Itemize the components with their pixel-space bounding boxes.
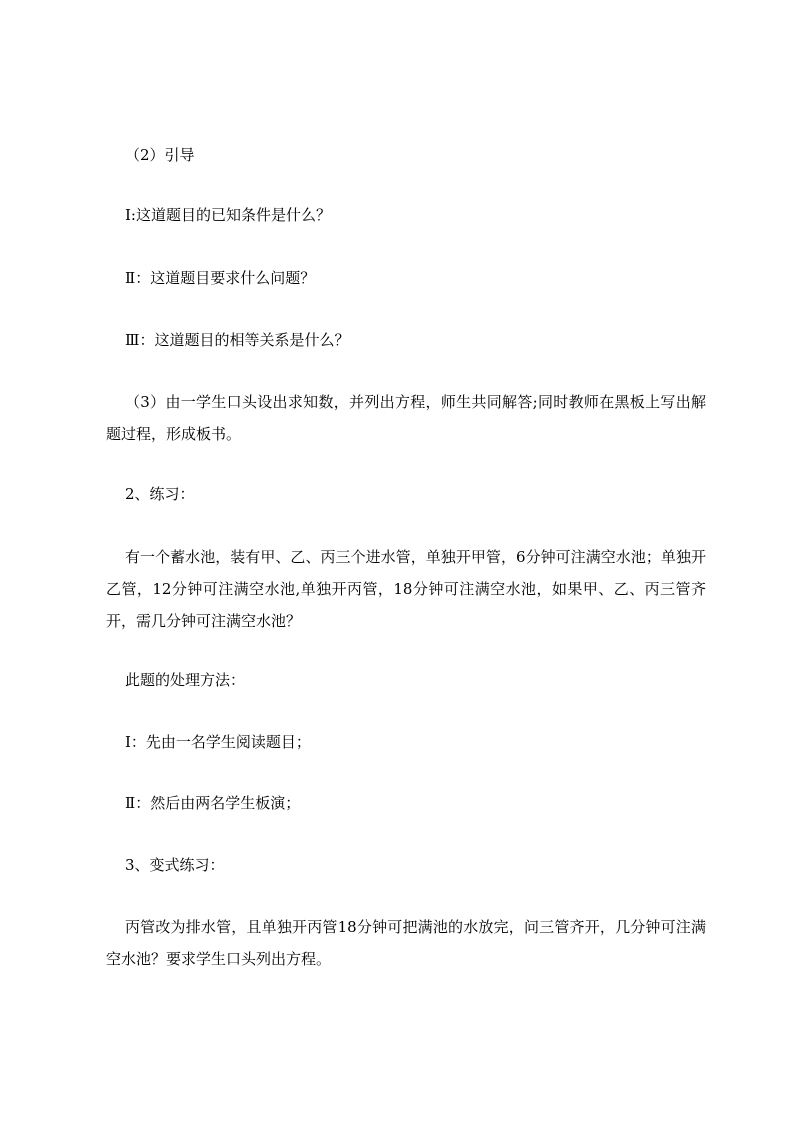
paragraph-method-heading: 此题的处理方法：	[125, 671, 246, 689]
section-heading-variant: 3、变式练习：	[125, 856, 225, 874]
method-step-board: Ⅱ：然后由两名学生板演；	[125, 794, 301, 812]
question-what-asked: Ⅱ：这道题目要求什么问题？	[125, 269, 316, 287]
question-equal-relation: Ⅲ：这道题目的相等关系是什么？	[125, 331, 350, 349]
section-heading-practice: 2、练习：	[125, 485, 195, 503]
paragraph-variant-problem: 丙管改为排水管，且单独开丙管18分钟可把满池的水放完，问三管齐开，几分钟可注满空水池？要求学生口头列出方程。	[106, 918, 706, 968]
paragraph-solve-together: （3）由一学生口头设出求知数，并列出方程，师生共同解答;同时教师在黑板上写出解题过程，形成板书。	[106, 393, 706, 443]
paragraph-practice-problem: 有一个蓄水池，装有甲、乙、丙三个进水管，单独开甲管，6分钟可注满空水池；单独开乙管，12分钟可注满空水池,单独开丙管，18分钟可注满空水池，如果甲、乙、丙三管齐开，需几分钟可注满空水池？	[106, 548, 706, 630]
section-heading-guide: （2）引导	[125, 146, 195, 164]
method-step-read: Ⅰ：先由一名学生阅读题目；	[125, 733, 311, 751]
question-known-conditions: Ⅰ:这道题目的已知条件是什么？	[125, 206, 331, 224]
